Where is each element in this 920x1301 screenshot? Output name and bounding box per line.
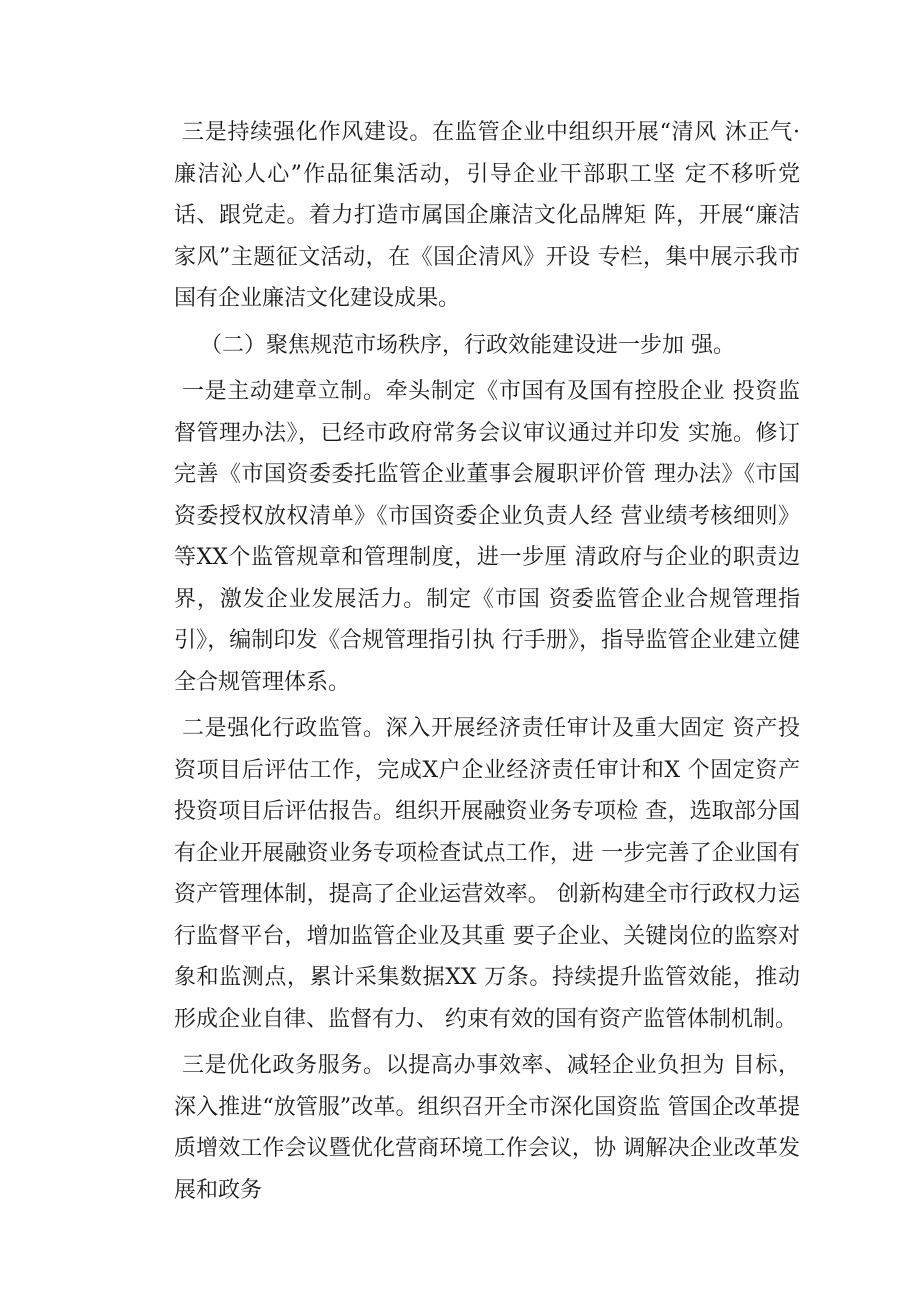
section-heading-market-order: （二）聚焦规范市场秩序，行政效能建设进一步加 强。 — [200, 332, 735, 358]
paragraph-rules-and-regulations: 一是主动建章立制。牵头制定《市国有及国有控股企业 投资监督管理办法》，已经市政府常务会议审议通过并印发 实施。修订完善《市国资委委托监管企业董事会履职评价管 理办法》《市国资委授权放权清单》《市国资委企业负责人经 营业绩考核细则》等XX个监管规章和管理制度，进一步厘 清政府与企业的职责边界，激发企业发展活力。制定《市国 资委监管企业合规管理指引》，编制印发《合规管理指引执 行手册》，指导监管企业建立健全合规管理体系。 — [174, 379, 800, 695]
paragraph-administrative-supervision: 二是强化行政监管。深入开展经济责任审计及重大固定 资产投资项目后评估工作，完成X户企业经济责任审计和X 个固定资产投资项目后评估报告。组织开展融资业务专项检 查，选取部分国有企业开展融资业务专项检查试点工作，进 一步完善了企业国有资产管理体制，提高了企业运营效率。 创新构建全市行政权力运行监督平台，增加监管企业及其重 要子企业、关键岗位的监察对象和监测点，累计采集数据XX 万条。持续提升监管效能，推动形成企业自律、监督有力、 约束有效的国有资产监管体制机制。 — [174, 716, 800, 1032]
paragraph-government-services: 三是优化政务服务。以提高办事效率、减轻企业负担为 目标，深入推进“放管服”改革。组织召开全市深化国资监 管国企改革提质增效工作会议暨优化营商环境工作会议，协 调解决企业改革发展和政务 — [174, 1053, 800, 1203]
paragraph-work-style: 三是持续强化作风建设。在监管企业中组织开展“清风 沐正气·廉洁沁人心”作品征集活动，引导企业干部职工坚 定不移听党话、跟党走。着力打造市属国企廉洁文化品牌矩 阵，开展“廉洁家风”主题征文活动，在《国企清风》开设 专栏，集中展示我市国有企业廉洁文化建设成果。 — [174, 120, 800, 311]
document-body — [174, 112, 800, 1216]
